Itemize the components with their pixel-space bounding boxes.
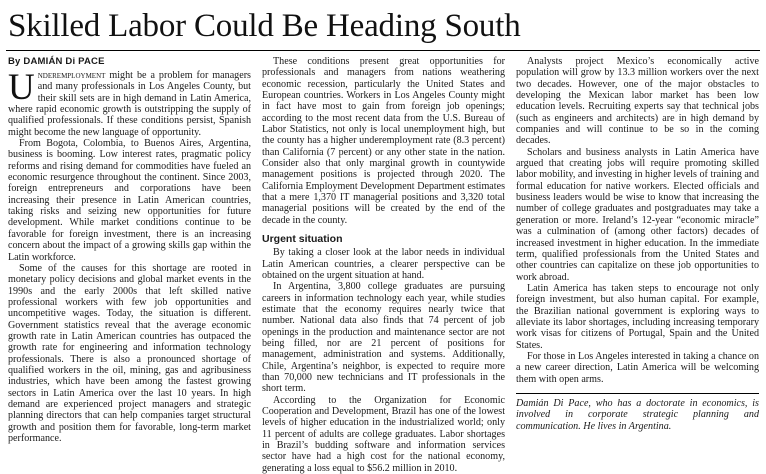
headline: Skilled Labor Could Be Heading South	[8, 8, 521, 44]
paragraph: Scholars and business analysts in Latin America have argued that creating jobs will require promoting skilled labor mobility, and investing in higher levels of training and formal education for native workers. Elected officials and business leaders would be wise to know that increasing the number of college graduates and postgraduates may take a generation or more. Ireland’s 12-year “economic miracle” was a culmination of (among other factors) decades of increased investment in higher education. In the immediate term, qualified professionals from the United States and other countries can capitalize on these job opportunities to work abroad.	[516, 146, 759, 283]
lead-smallcaps: nderemployment	[37, 70, 106, 81]
column-3	[516, 56, 759, 432]
bio-rule	[516, 393, 759, 394]
lead-text: might be a problem for managers and many professionals in Los Angeles County, but their skill sets are in high demand in Latin America, where rapid economic growth is outstripping the supply of qualified professionals. If these conditions persist, Spanish might become the new language of opportunity.	[8, 70, 251, 138]
author-bio: Damián Di Pace, who has a doctorate in economics, is involved in corporate strategic planning and communication. He lives in Argentina.	[516, 397, 759, 432]
paragraph: Some of the causes for this shortage are rooted in monetary policy decisions and global market events in the 1990s and the early 2000s that left skilled native professional workers with few job opportunities and uncompetitive wages. Today, the situation is different. Government statistics reveal that the average economic growth rate in Latin American countries has outpaced the growth rate for engineering and information technology professionals. There is also a pronounced shortage of qualified workers in the oil, mining, gas and agribusiness industries, which have been among the fastest growing sectors in Latin America over the last 10 years. In high demand are experienced project managers and strategic planning directors that can help companies target structural growth and position them for favorable, long-term market performance.	[8, 262, 251, 444]
paragraph: Analysts project Mexico’s economically active population will grow by 13.3 million workers over the next two decades. However, one of the major obstacles to developing the Mexican labor market has been low education levels. Recruiting experts say that technical jobs (such as engineers and architects) are in high demand by companies and will continue to be so in the coming decades.	[516, 56, 759, 147]
drop-cap: U	[8, 67, 35, 108]
lead-paragraph	[8, 67, 251, 138]
byline: By DAMIÁN Di PACE	[8, 56, 105, 67]
paragraph: By taking a closer look at the labor needs in individual Latin American countries, a clearer perspective can be obtained on the urgent situation at hand.	[262, 247, 505, 281]
column-1	[8, 67, 251, 444]
headline-rule	[6, 50, 760, 51]
column-2	[262, 56, 505, 474]
paragraph: From Bogota, Colombia, to Buenos Aires, Argentina, business is booming. Low interest rates, pragmatic policy reforms and rising demand for commodities have fueled an economic resurgence throughout the continent. Since 2003, foreign entrepreneurs and corporations have been increasing their presence in Latin American countries, taking risks and seizing new opportunities for future development. While market conditions continue to be favorable for foreign investment, there is an increasing concern about the impact of a growing skills gap within the Latin workforce.	[8, 138, 251, 263]
subhead: Urgent situation	[262, 233, 343, 246]
paragraph: For those in Los Angeles interested in taking a chance on a new career direction, Latin America will be welcoming them with open arms.	[516, 350, 759, 385]
paragraph: According to the Organization for Economic Cooperation and Development, Brazil has one of the lowest levels of higher education in the industrialized world; only 11 percent of adults are college graduates. Labor shortages in Brazil’s budding software and information services sector have had a high cost for the national economy, generating a loss equal to $56.2 million in 2010.	[262, 394, 505, 474]
paragraph: These conditions present great opportunities for professionals and managers from nations weathering economic recession, particularly the United States and European countries. Workers in Los Angeles County might in fact have most to gain from foreign job openings; according to the most recent data from the U.S. Bureau of Labor Statistics, not only is local unemployment high, but the county has a higher underemployment rate (8.3 percent) than California (7 percent) or any other state in the nation. Consider also that only marginal growth in countywide management positions is projected through 2020. The California Employment Development Department estimates that a mere 1,370 IT managerial positions and 3,320 total managerial positions will be created by the end of the decade in the county.	[262, 56, 505, 226]
paragraph: In Argentina, 3,800 college graduates are pursuing careers in information technology each year, while studies estimate that the economy requires nearly twice that number. National data also finds that 74 percent of job openings in the production and maintenance sector are not being filled, nor are 21 percent of positions for management, administration and systems. Additionally, Chile, Argentina’s neighbor, is expected to require more than 70,000 new technicians and IT professionals in the short term.	[262, 281, 505, 395]
paragraph: Latin America has taken steps to encourage not only foreign investment, but also human capital. For example, the Brazilian national government is exploring ways to alleviate its labor shortages, including increasing temporary work visas for citizens of Portugal, Spain and the United States.	[516, 282, 759, 351]
